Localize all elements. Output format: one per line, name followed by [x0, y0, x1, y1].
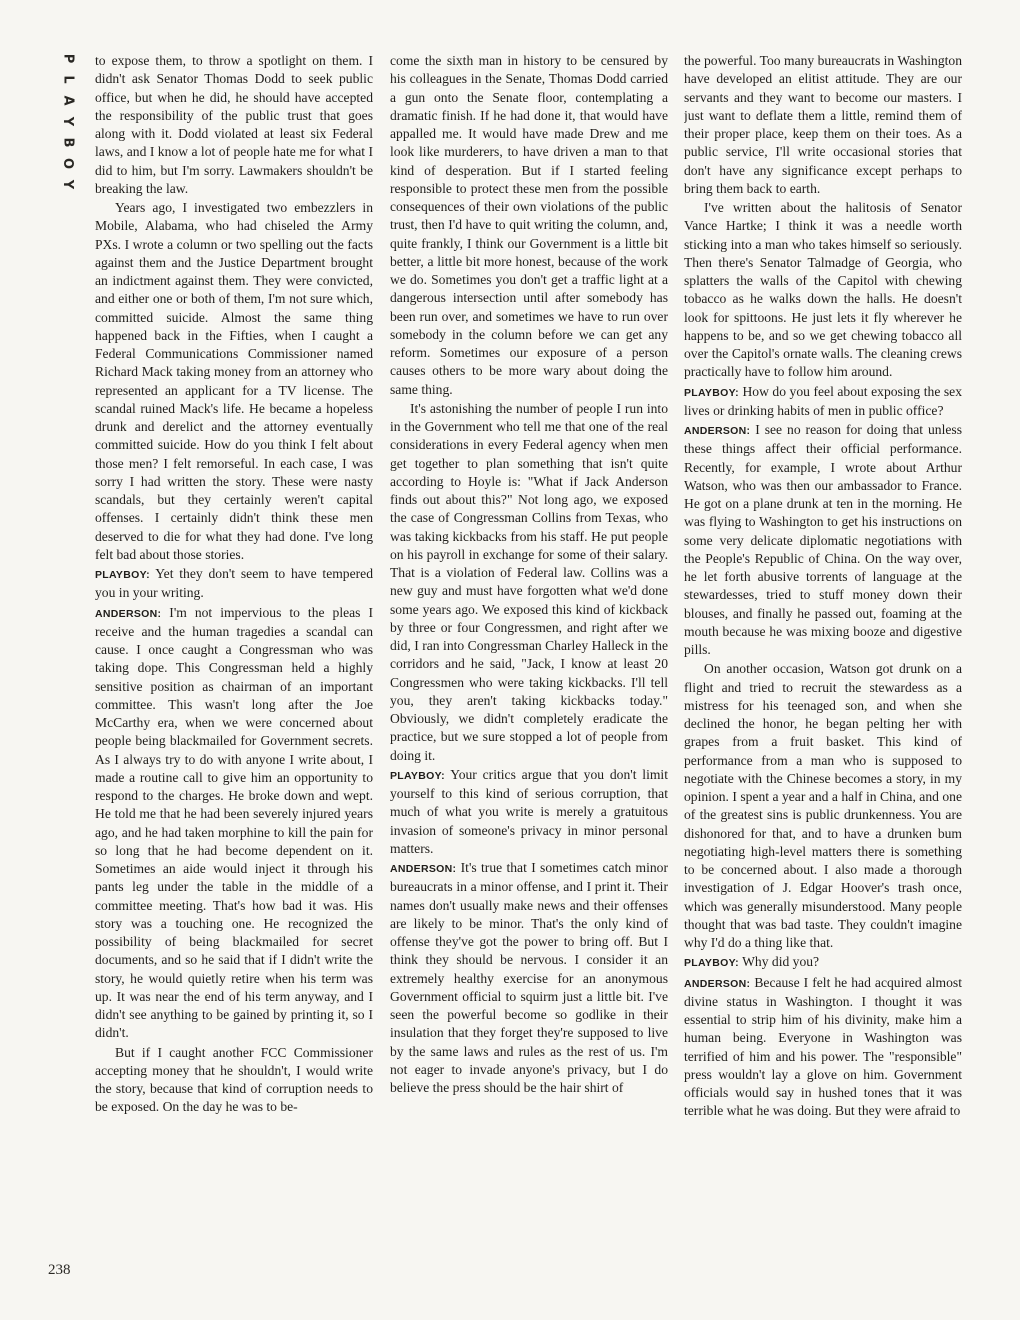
paragraph	[684, 199, 962, 382]
paragraph-text: the powerful. Too many bureaucrats in Washington have developed an elitist attitude. They are our servants and they want to become our masters. I just want to deflate them a little, remind them of their proper place, keep them on their toes. As a public service, I'll write occasional stories that don't have any significance except perhaps to bring them back to earth.	[684, 53, 962, 196]
paragraph	[390, 766, 668, 858]
paragraph-text: On another occasion, Watson got drunk on a flight and tried to recruit the stewardess as a mistress for his teenaged son, and when she declined the honor, he began pelting her with grapes from a fruit basket. This kind of performance from a man who is supposed to negotiate with the Chinese becomes a story, in my opinion. I spent a year and a half in China, and one of the greatest sins is public drunkenness. You are dishonored for that, and to have a drunken bum negotiating high-level matters there is something to be concerned about. I also made a thorough investigation of J. Edgar Hoover's trash once, which was generally misunderstood. Many people thought that was bad taste. They couldn't imagine why I'd do a thing like that.	[684, 661, 962, 950]
speaker-label: ANDERSON:	[95, 607, 162, 620]
speaker-label: PLAYBOY:	[390, 769, 445, 782]
speaker-label: ANDERSON:	[684, 425, 751, 437]
paragraph	[390, 400, 668, 765]
paragraph-text: Because I felt he had acquired almost divine status in Washington. I thought it was essential to strip him of his divinity, make him a human being. Everyone in Washington was terrified of him and his power. The "responsible" press wouldn't lay a glove on him. Government officials would say in hushed tones that it was terrible what he was doing. But they were afraid to	[684, 974, 962, 1119]
masthead-letter: O	[60, 157, 76, 170]
paragraph-text: I see no reason for doing that unless these things affect their official performance. Recently, for example, I wrote about Arthur Watson, who was then our ambassador to France. He got on a plane drunk at ten in the morning. He was flying to Washington to get his instructions on some very delicate diplomatic negotiations with the People's Republic of China. On the way over, he let forth abusive torrents of language at the stewardesses, tried to stuff money down their blouses, and finally he passed out, foaming at the mouth because he was mixing booze and digestive pills.	[684, 422, 962, 657]
masthead-letter: A	[60, 95, 76, 106]
masthead-letter: Y	[60, 116, 76, 127]
paragraph	[95, 565, 373, 603]
masthead-letter: Y	[60, 179, 76, 190]
paragraph	[95, 1044, 373, 1117]
paragraph	[95, 199, 373, 564]
paragraph-text: It's astonishing the number of people I run into in the Government who tell me that one of the real considerations in every Federal agency when men get together to plan something that isn't quite according to Hoyle is: "What if Jack Anderson finds out about this?" Not long ago, we exposed the case of Congressman Collins from Texas, who was taking kickbacks from his staff. He put people on his payroll in exchange for some of their salary. That is a violation of Federal law. Collins was a new guy and must have forgotten what we'd done some years ago. We exposed this kind of kickback by three or four Congressmen, and right after we did, I ran into Congressman Charley Halleck in the corridors and he said, "Jack, I know at least 20 Congressmen who were taking kickbacks. I'll tell you, they aren't taking kickbacks today." Obviously, we didn't completely eradicate the practice, but we sure stopped a lot of people from doing it.	[390, 400, 668, 763]
paragraph	[684, 953, 962, 972]
paragraph-text: Why did you?	[742, 954, 820, 970]
paragraph-text: Years ago, I investigated two embezzlers in Mobile, Alabama, who had chiseled the Army PXs. I wrote a column or two spelling out the facts against them and the Justice Department brought an indictment against them. They were convicted, and either one or both of them, I'm not sure which, committed suicide. Almost the same thing happened back in the Fifties, when I caught a Federal Communications Commissioner named Richard Mack taking money from an attorney who represented an applicant for a TV license. The scandal ruined Mack's life. He became a hopeless drunk and derelict and the attorney eventually committed suicide. How do you think I felt about those men? I felt remorseful. In each case, I was sorry I had written the story. These were nasty scandals, but they certainly weren't capital offenses. I certainly didn't think these men deserved to die for what they had done. I've long felt bad about those stories.	[95, 200, 373, 562]
paragraph	[684, 52, 962, 198]
playboy-masthead	[56, 48, 80, 195]
speaker-label: PLAYBOY:	[684, 957, 739, 970]
speaker-label: PLAYBOY:	[95, 569, 150, 581]
paragraph-text: It's true that I sometimes catch minor bureaucrats in a minor offense, and I print it. Their names don't usually make news and their offenses are likely to be minor. That's the only kind of offense they've got the power to bring off. But I think they should be nervous. I consider it an extremely healthy exercise for an anonymous Government official to squirm just a little bit. I've seen the powerful become so godlike in their insulation that they forget they're supposed to live by the same laws and rules as the rest of us. I'm not eager to invade anyone's privacy, but I do believe the press should be the hair shirt of	[390, 860, 668, 1095]
paragraph-text: But if I caught another FCC Commissioner accepting money that he shouldn't, I would write the story, because that kind of corruption needs to be exposed. On the day he was to be-	[95, 1044, 373, 1115]
paragraph	[684, 383, 962, 421]
speaker-label: PLAYBOY:	[684, 386, 739, 399]
paragraph	[684, 974, 962, 1121]
paragraph	[684, 421, 962, 659]
speaker-label: ANDERSON:	[390, 863, 457, 875]
paragraph	[95, 604, 373, 1043]
text-column-3	[684, 52, 962, 1292]
paragraph-text: How do you feel about exposing the sex lives or drinking habits of men in public office?	[684, 383, 962, 418]
paragraph	[95, 52, 373, 198]
page-number: 238	[48, 1262, 71, 1278]
paragraph-text: I've written about the halitosis of Senator Vance Hartke; I think it was a needle worth sticking into a man who takes himself so seriously. Then there's Senator Talmadge of Georgia, who splatters the walls of the Capitol with chewing tobacco as he walks down the halls. He doesn't look for spittoons. He just lets it fly wherever he happens to be, and so we get chewing tobacco all over the Capitol's ornate walls. The cleaning crews practically have to follow him around.	[684, 200, 962, 380]
paragraph-text: I'm not impervious to the pleas I receive and the human tragedies a scandal can cause. I once caught a Congressman who was taking dope. This Congressman held a highly sensitive position as chairman of an important committee. This wasn't long after the Joe McCarthy era, when we were concerned about people being blackmailed for Government secrets. As I always try to do with anyone I write about, I made a routine call to give him an opportunity to respond to the charges. He broke down and wept. He told me that he had been severely injured years ago, and he had taken morphine to kill the pain for so long that he had become dependent on it. Sometimes an aide would inject it through his pants leg under the table in the middle of a committee meeting. That's how bad it was. His story was a touching one. He recognized the possibility of being blackmailed for secret documents, and so he said that if I didn't write the story, he would quietly retire when his term was up. It was near the end of his term anyway, and I didn't see anything to be gained by printing it, so I didn't.	[95, 604, 373, 1041]
paragraph-text: Yet they don't seem to have tempered you in your writing.	[95, 566, 373, 601]
paragraph-text: to expose them, to throw a spotlight on them. I didn't ask Senator Thomas Dodd to seek public office, but when he did, he should have accepted the responsibility of the public trust that goes along with it. Dodd violated at least six Federal laws, and I know a lot of people hate me for what I did to him, but I'm sorry. Lawmakers shouldn't be breaking the law.	[95, 53, 373, 196]
masthead-letter: B	[60, 137, 76, 148]
paragraph	[390, 859, 668, 1097]
masthead-letter: P	[60, 53, 76, 64]
speaker-label: ANDERSON:	[684, 977, 751, 990]
text-column-2	[390, 52, 668, 1292]
paragraph	[684, 660, 962, 952]
paragraph-text: come the sixth man in history to be censured by his colleagues in the Senate, Thomas Dodd carried a gun onto the Senate floor, contemplating a dramatic finish. If he had done it, that would have appalled me. It would have made Drew and me look like murderers, to have driven a man to that kind of desperation. But if I started feeling responsible to protect these men from the possible consequences of their own violations of the public trust, then I'd have to quit writing the column, and, quite frankly, I think our Government is a little bit better, a little bit more honest, because of the work we do. Sometimes you don't get a traffic light at a dangerous intersection until after somebody has been run over, and sometimes we have to run over somebody in the column before we can get any reform. Sometimes our exposure of a person causes others to be more wary about doing the same thing.	[390, 53, 668, 397]
paragraph	[390, 52, 668, 399]
paragraph-text: Your critics argue that you don't limit yourself to this kind of serious corruption, that much of what you write is merely a gratuitous invasion of someone's privacy in minor personal matters.	[390, 766, 668, 856]
masthead-letter: L	[60, 75, 76, 84]
text-column-1	[95, 52, 373, 1292]
